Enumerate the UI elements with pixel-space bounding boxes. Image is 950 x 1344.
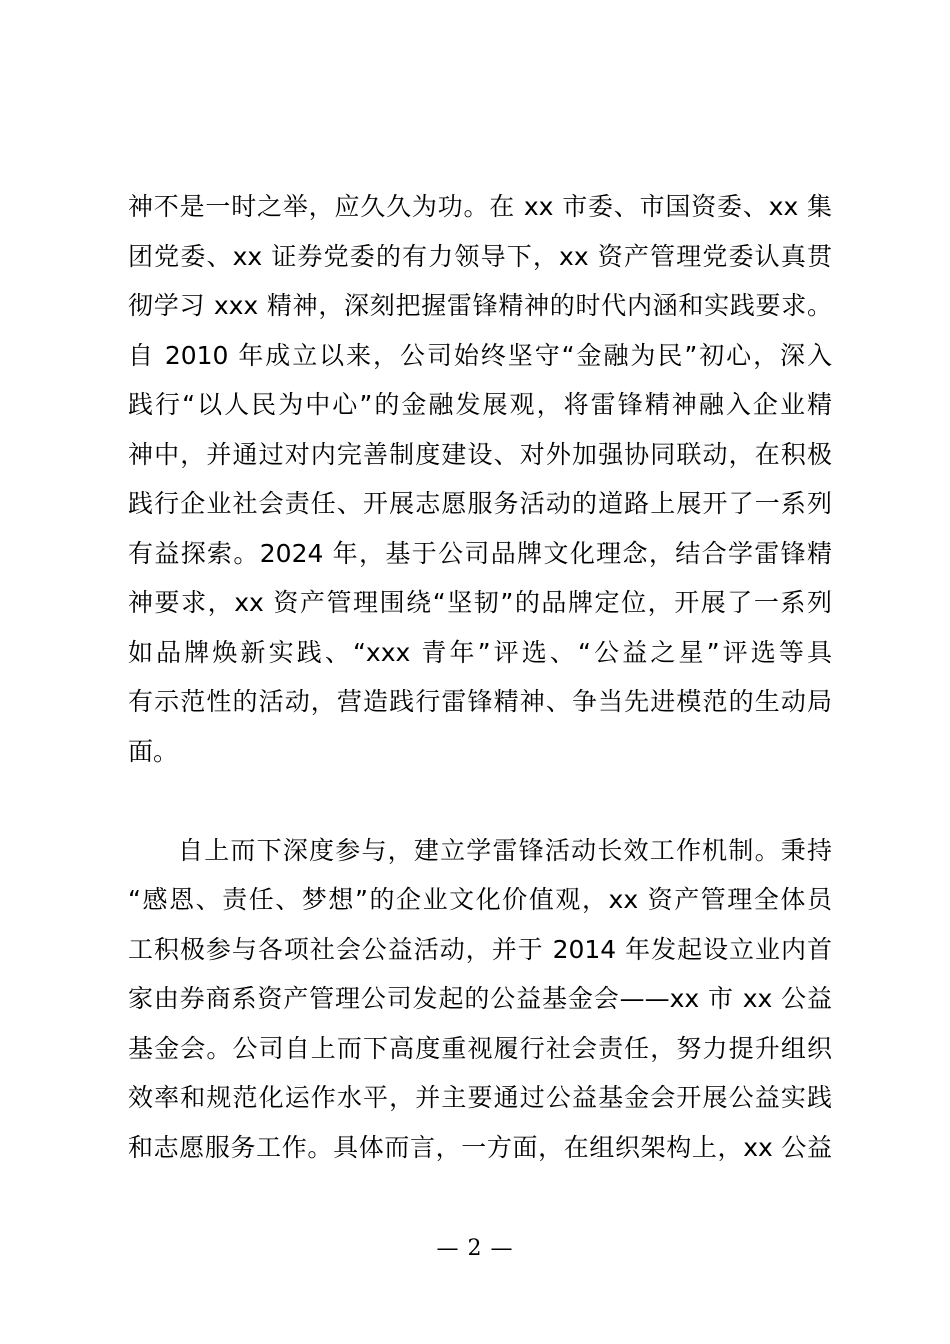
text-line: 团党委、xx 证券党委的有力领导下，xx 资产管理党委认真贯 — [128, 241, 832, 271]
paragraph-2 — [128, 826, 832, 1173]
paragraph-spacer — [128, 776, 832, 826]
text-line: 效率和规范化运作水平，并主要通过公益基金会开展公益实践 — [128, 1083, 832, 1112]
text-line: 神要求，xx 资产管理围绕“坚韧”的品牌定位，开展了一系列 — [128, 588, 832, 617]
paragraph-1 — [128, 182, 832, 776]
text-line: 有益探索。2024 年，基于公司品牌文化理念，结合学雷锋精 — [128, 538, 832, 568]
text-line: 自 2010 年成立以来，公司始终坚守“金融为民”初心，深入 — [128, 340, 832, 370]
text-line: 自上而下深度参与，建立学雷锋活动长效工作机制。秉持 — [178, 835, 832, 865]
text-line: 和志愿服务工作。具体而言，一方面，在组织架构上，xx 公益 — [128, 1132, 832, 1162]
text-line: 彻学习 xxx 精神，深刻把握雷锋精神的时代内涵和实践要求。 — [128, 291, 832, 320]
text-line: 基金会。公司自上而下高度重视履行社会责任，努力提升组织 — [128, 1033, 832, 1063]
body-text — [128, 182, 832, 1172]
text-line: 家由券商系资产管理公司发起的公益基金会——xx 市 xx 公益 — [128, 984, 832, 1013]
text-line: 践行企业社会责任、开展志愿服务活动的道路上展开了一系列 — [128, 489, 832, 518]
text-line: 践行“以人民为中心”的金融发展观，将雷锋精神融入企业精 — [128, 390, 832, 419]
text-line: “感恩、责任、梦想”的企业文化价值观，xx 资产管理全体员 — [128, 885, 832, 914]
text-line: 如品牌焕新实践、“xxx 青年”评选、“公益之星”评选等具 — [128, 637, 832, 667]
text-line: 神中，并通过对内完善制度建设、对外加强协同联动，在积极 — [128, 439, 832, 469]
page-number: — 2 — — [436, 1236, 514, 1261]
text-line: 工积极参与各项社会公益活动，并于 2014 年发起设立业内首 — [128, 934, 832, 964]
text-line: 面。 — [128, 736, 179, 766]
text-line: 神不是一时之举，应久久为功。在 xx 市委、市国资委、xx 集 — [128, 192, 832, 221]
text-line: 有示范性的活动，营造践行雷锋精神、争当先进模范的生动局 — [128, 687, 832, 716]
